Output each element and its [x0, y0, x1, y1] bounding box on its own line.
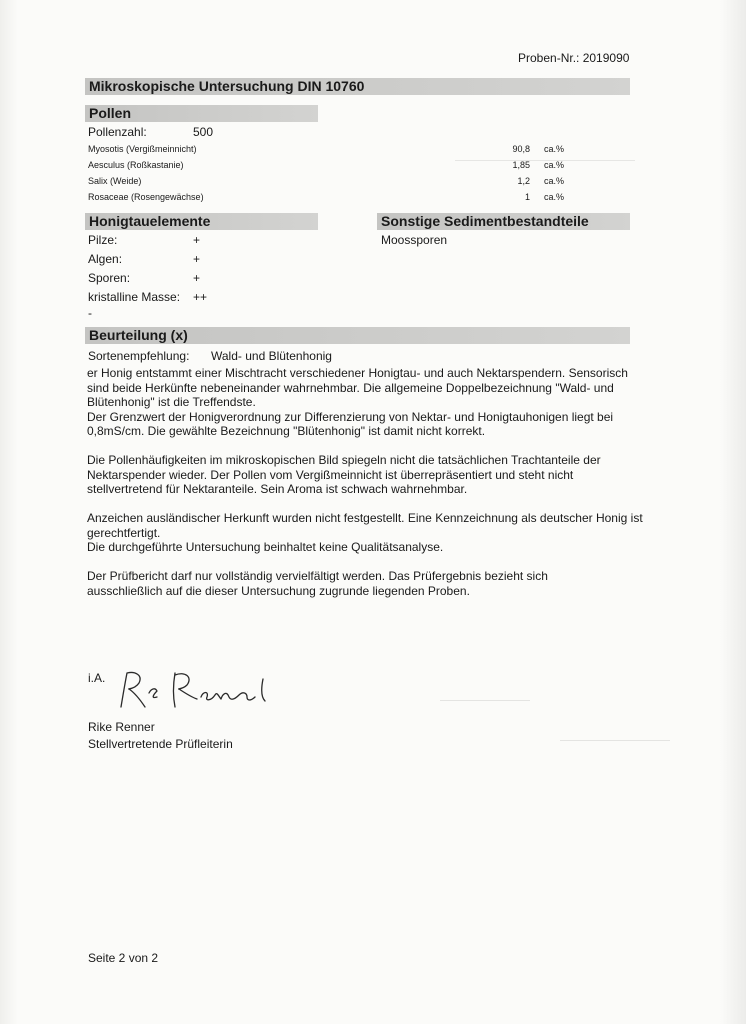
pollen-heading-bar	[85, 105, 318, 122]
pollen-item-name: Salix (Weide)	[88, 176, 142, 186]
signature-prefix: i.A.	[88, 671, 106, 685]
assessment-paragraph: Der Prüfbericht darf nur vollständig vervielfältigt werden. Das Prüfergebnis bezieht sich ausschließlich auf die dieser Untersuchung zugrunde liegenden Proben.	[87, 569, 548, 598]
pollen-item-name: Myosotis (Vergißmeinnicht)	[88, 144, 197, 154]
signer-name: Rike Renner	[88, 720, 155, 734]
variety-value: Wald- und Blütenhonig	[211, 349, 332, 363]
bleed-through-mark	[560, 740, 670, 741]
page-number: Seite 2 von 2	[88, 951, 159, 965]
assessment-paragraph: Die durchgeführte Untersuchung beinhaltet keine Qualitätsanalyse.	[87, 540, 444, 554]
pollen-item-value: 1,85	[512, 160, 530, 170]
signer-role: Stellvertretende Prüfleiterin	[88, 737, 233, 751]
sediment-heading-bar	[377, 213, 630, 230]
report-title-bar	[85, 78, 630, 95]
honeydew-heading: Honigtauelemente	[89, 213, 211, 229]
pollen-item-name: Aesculus (Roßkastanie)	[88, 160, 184, 170]
assessment-paragraph: Der Grenzwert der Honigverordnung zur Differenzierung von Nektar- und Honigtauhonigen liegt bei 0,8mS/cm. Die gewählte Bezeichnung "Blütenhonig" ist damit nicht korrekt.	[87, 409, 614, 438]
pollen-item-value: 1,2	[517, 176, 530, 186]
honeydew-item-value: +	[193, 252, 201, 266]
honeydew-item-label: kristalline Masse:	[88, 290, 181, 304]
pollen-item-value: 1	[524, 192, 530, 202]
pollen-item-unit: ca.%	[544, 176, 565, 186]
pollen-item-name: Rosaceae (Rosengewächse)	[88, 192, 204, 202]
pollen-item-unit: ca.%	[544, 160, 565, 170]
honeydew-item-label: Pilze:	[88, 233, 118, 247]
assessment-body	[87, 366, 647, 598]
sediment-text: Moossporen	[381, 233, 448, 247]
honeydew-item-value: ++	[193, 290, 208, 304]
pollen-item-unit: ca.%	[544, 144, 565, 154]
honeydew-item-label: Algen:	[88, 252, 123, 266]
pollen-heading: Pollen	[89, 105, 132, 121]
sediment-heading: Sonstige Sedimentbestandteile	[381, 213, 589, 229]
assessment-heading: Beurteilung (x)	[89, 327, 188, 343]
honeydew-item-label: Sporen:	[88, 271, 131, 285]
assessment-paragraph: Die Pollenhäufigkeiten im mikroskopischen Bild spiegeln nicht die tatsächlichen Trachtanteile der Nektarspender wieder. Der Pollen vom Vergißmeinnicht ist überrepräsentiert und steht nicht stellvertretend für Nektaranteile. Sein Aroma ist schwach wahrnehmbar.	[87, 453, 601, 496]
honeydew-trailing: -	[88, 306, 92, 320]
assessment-heading-bar	[85, 327, 630, 344]
variety-label: Sortenempfehlung:	[88, 349, 190, 363]
honeydew-item-value: +	[193, 233, 201, 247]
probe-number: Proben-Nr.: 2019090	[518, 51, 630, 65]
honeydew-heading-bar	[85, 213, 318, 230]
bleed-through-mark	[440, 700, 530, 701]
honeydew-item-value: +	[193, 271, 201, 285]
assessment-paragraph: er Honig entstammt einer Mischtracht verschiedener Honigtau- und auch Nektarspendern. Sensorisch sind beide Herkünfte nebeneinander wahrnehmbar. Die allgemeine Doppelbezeichnung "Wald- und Blütenhonig" ist die Treffendste.	[87, 366, 628, 409]
pollen-item-value: 90,8	[512, 144, 530, 154]
report-title: Mikroskopische Untersuchung DIN 10760	[89, 78, 365, 94]
pollen-count-value: 500	[193, 125, 214, 139]
handwritten-signature	[115, 667, 285, 715]
pollen-item-unit: ca.%	[544, 192, 565, 202]
pollen-count-label: Pollenzahl:	[88, 125, 147, 139]
assessment-paragraph: Anzeichen ausländischer Herkunft wurden nicht festgestellt. Eine Kennzeichnung als deutscher Honig ist gerechtfertigt.	[87, 511, 643, 540]
